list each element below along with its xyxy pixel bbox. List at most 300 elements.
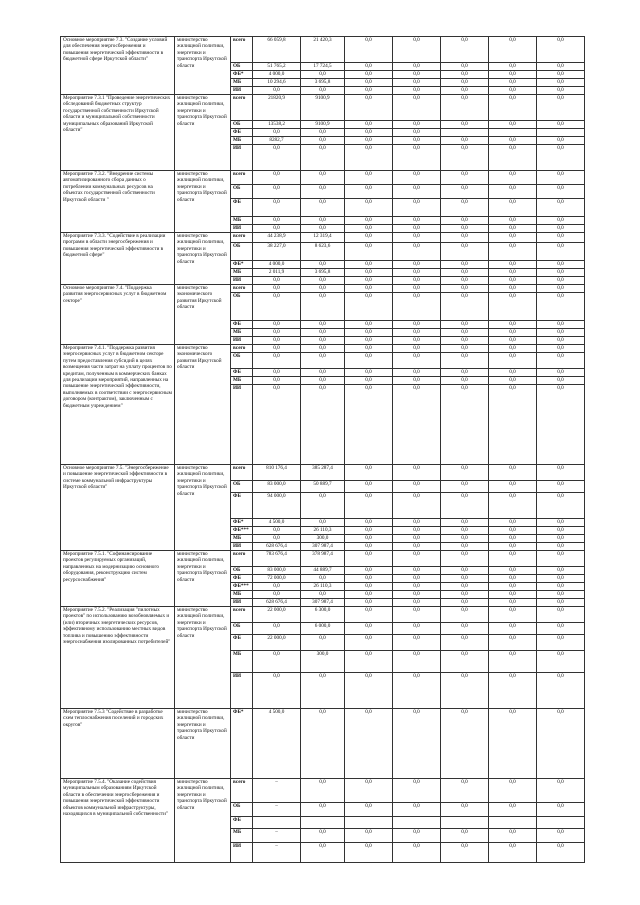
amount-cell: 0,0 — [301, 635, 345, 651]
amount-cell: 0,0 — [393, 353, 441, 369]
amount-cell: 0,0 — [345, 465, 393, 481]
amount-cell: 0,0 — [253, 185, 301, 199]
amount-cell: 8 623,6 — [301, 243, 345, 261]
amount-cell: 0,0 — [393, 843, 441, 863]
amount-cell: 0,0 — [489, 137, 537, 145]
funding-source: ОБ — [231, 353, 253, 369]
measure-description: Мероприятие 7.5.1. "Софинансирование проектов регулируемых организаций, направленных на модернизацию основного оборудования, реконструкцию систем ресурсоснабжения" — [61, 551, 175, 607]
amount-cell: 0,0 — [345, 329, 393, 337]
amount-cell: 300,0 — [301, 535, 345, 543]
amount-cell: 0,0 — [345, 623, 393, 635]
funding-source: ОБ — [231, 481, 253, 493]
amount-cell: 0,0 — [489, 591, 537, 599]
responsible-organization: министерство жилищной политики, энергетики и транспорта Иркутской области — [175, 95, 231, 171]
amount-cell: 0,0 — [345, 651, 393, 673]
amount-cell: 0,0 — [489, 269, 537, 277]
responsible-organization: министерство жилищной политики, энергетики и транспорта Иркутской области — [175, 779, 231, 863]
amount-cell: 0,0 — [489, 843, 537, 863]
amount-cell: 0,0 — [489, 385, 537, 465]
amount-cell: 0,0 — [345, 493, 393, 519]
amount-cell: 628 676,4 — [253, 599, 301, 607]
amount-cell: 0,0 — [489, 337, 537, 345]
amount-cell: 0,0 — [253, 321, 301, 329]
table-row — [61, 285, 585, 293]
table-row — [61, 551, 585, 567]
amount-cell: 0,0 — [345, 575, 393, 583]
amount-cell: 0,0 — [345, 519, 393, 527]
funding-source: ИИ — [231, 599, 253, 607]
funding-source: ОБ — [231, 803, 253, 817]
funding-source: ИИ — [231, 843, 253, 863]
amount-cell: 13538,2 — [253, 121, 301, 129]
funding-source: ИИ — [231, 673, 253, 709]
amount-cell: 0,0 — [489, 171, 537, 185]
amount-cell: 4 000,0 — [253, 261, 301, 269]
amount-cell: 0,0 — [345, 63, 393, 71]
amount-cell: 0,0 — [489, 493, 537, 519]
funding-source: ФБ — [231, 493, 253, 519]
amount-cell: 0,0 — [253, 377, 301, 385]
amount-cell: 385 287,4 — [301, 465, 345, 481]
amount-cell: 0,0 — [441, 651, 489, 673]
funding-source: ОБ — [231, 121, 253, 129]
amount-cell: 0,0 — [441, 95, 489, 121]
amount-cell: 0,0 — [345, 803, 393, 817]
amount-cell: 0,0 — [345, 377, 393, 385]
measure-description: Мероприятие 7.5.3 "Содействие в разработке схем теплоснабжения поселений и городских округов" — [61, 709, 175, 779]
amount-cell: 0,0 — [393, 285, 441, 293]
amount-cell: 0,0 — [537, 243, 585, 261]
amount-cell: 307 987,4 — [301, 599, 345, 607]
funding-source: МБ — [231, 651, 253, 673]
amount-cell — [441, 129, 489, 137]
amount-cell: 0,0 — [537, 709, 585, 779]
amount-cell: 0,0 — [489, 635, 537, 651]
amount-cell: 0,0 — [345, 599, 393, 607]
amount-cell: 0,0 — [345, 121, 393, 129]
amount-cell: 0,0 — [537, 137, 585, 145]
funding-source: всего — [231, 95, 253, 121]
amount-cell: 0,0 — [393, 95, 441, 121]
amount-cell: 83 000,0 — [253, 567, 301, 575]
funding-source: МБ — [231, 377, 253, 385]
funding-source: ФБ — [231, 199, 253, 217]
amount-cell: 0,0 — [301, 709, 345, 779]
amount-cell: 0,0 — [441, 543, 489, 551]
amount-cell: 0,0 — [537, 591, 585, 599]
amount-cell: 0,0 — [441, 493, 489, 519]
amount-cell: 0,0 — [537, 803, 585, 817]
amount-cell: 50 889,7 — [301, 481, 345, 493]
amount-cell: 0,0 — [441, 673, 489, 709]
amount-cell: 0,0 — [253, 345, 301, 353]
table-row — [61, 709, 585, 779]
amount-cell: 0,0 — [301, 843, 345, 863]
amount-cell: 0,0 — [301, 217, 345, 225]
responsible-organization: министерство жилищной политики, энергетики и транспорта Иркутской области — [175, 551, 231, 607]
amount-cell: 0,0 — [301, 377, 345, 385]
amount-cell: 0,0 — [345, 71, 393, 79]
amount-cell: 0,0 — [489, 217, 537, 225]
amount-cell: 0,0 — [301, 493, 345, 519]
amount-cell: 0,0 — [301, 803, 345, 817]
amount-cell: 0,0 — [441, 285, 489, 293]
amount-cell: 0,0 — [489, 37, 537, 63]
table-row — [61, 95, 585, 121]
amount-cell: 0,0 — [345, 129, 393, 137]
amount-cell: 0,0 — [345, 337, 393, 345]
amount-cell: 0,0 — [393, 321, 441, 329]
amount-cell: 3 695,8 — [301, 269, 345, 277]
amount-cell: 0,0 — [489, 673, 537, 709]
amount-cell: 0,0 — [441, 121, 489, 129]
amount-cell: 0,0 — [537, 199, 585, 217]
amount-cell: 0,0 — [537, 651, 585, 673]
funding-source: ФБ*** — [231, 527, 253, 535]
amount-cell: 0,0 — [345, 535, 393, 543]
amount-cell: 0,0 — [489, 829, 537, 843]
measure-description: Основное мероприятие 7.4. "Поддержка развития энергосервисных услуг в бюджетном секторе" — [61, 285, 175, 345]
amount-cell: 0,0 — [301, 285, 345, 293]
amount-cell: 0,0 — [441, 329, 489, 337]
amount-cell: 0,0 — [489, 71, 537, 79]
amount-cell: 0,0 — [253, 353, 301, 369]
amount-cell: 0,0 — [489, 329, 537, 337]
amount-cell: 0,0 — [345, 527, 393, 535]
amount-cell: 0,0 — [253, 277, 301, 285]
amount-cell: 0,0 — [489, 651, 537, 673]
amount-cell: 0,0 — [393, 527, 441, 535]
amount-cell: 0,0 — [441, 233, 489, 243]
amount-cell: 0,0 — [489, 535, 537, 543]
amount-cell: 0,0 — [345, 369, 393, 377]
amount-cell: 6 000,0 — [301, 623, 345, 635]
amount-cell — [537, 129, 585, 137]
amount-cell: 0,0 — [489, 803, 537, 817]
funding-source: ИИ — [231, 543, 253, 551]
amount-cell: 0,0 — [345, 79, 393, 87]
amount-cell: 0,0 — [393, 829, 441, 843]
amount-cell: 44 889,7 — [301, 567, 345, 575]
amount-cell: 0,0 — [537, 779, 585, 803]
amount-cell: 0,0 — [345, 829, 393, 843]
amount-cell: 0,0 — [393, 543, 441, 551]
amount-cell: 0,0 — [441, 535, 489, 543]
amount-cell: 2 011,9 — [253, 269, 301, 277]
measure-description: Основное мероприятие 7.5. "Энергосбережение и повышение энергетической эффективности в системе коммунальной инфраструктуры Иркутской области" — [61, 465, 175, 551]
amount-cell: 94 000,0 — [253, 493, 301, 519]
amount-cell: 0,0 — [537, 673, 585, 709]
amount-cell: 0,0 — [537, 121, 585, 129]
funding-source: ФБ* — [231, 71, 253, 79]
amount-cell: 0,0 — [253, 293, 301, 321]
amount-cell: 0,0 — [489, 199, 537, 217]
amount-cell: 0,0 — [301, 829, 345, 843]
funding-table — [60, 36, 585, 863]
funding-source: ИИ — [231, 145, 253, 171]
amount-cell: 0,0 — [489, 369, 537, 377]
funding-source: всего — [231, 37, 253, 63]
funding-source: ФБ*** — [231, 583, 253, 591]
amount-cell: 0,0 — [393, 651, 441, 673]
amount-cell: 0,0 — [489, 185, 537, 199]
amount-cell: 0,0 — [393, 551, 441, 567]
amount-cell: 0,0 — [301, 261, 345, 269]
amount-cell: 0,0 — [253, 285, 301, 293]
amount-cell: 0,0 — [253, 527, 301, 535]
amount-cell: 38 227,0 — [253, 243, 301, 261]
amount-cell — [301, 817, 345, 829]
amount-cell: 0,0 — [345, 261, 393, 269]
amount-cell: 0,0 — [489, 285, 537, 293]
amount-cell: 0,0 — [441, 551, 489, 567]
amount-cell: 0,0 — [441, 63, 489, 71]
measure-description: Мероприятие 7.4.1. "Поддержка развития энергосервисных услуг в бюджетном секторе путем предоставления субсидий в целях возмещения части затрат на уплату процентов по кредитам, полученным в коммерческих банках для реализации мероприятий, направленных на повышение энергетической эффективности, выполняемых в соответствии с энергосервисным договором (контрактом), заключенным с бюджетным учреждением" — [61, 345, 175, 465]
amount-cell — [537, 817, 585, 829]
amount-cell: 0,0 — [345, 345, 393, 353]
amount-cell: 4 500,0 — [253, 519, 301, 527]
funding-source: всего — [231, 551, 253, 567]
amount-cell: 0,0 — [489, 79, 537, 87]
amount-cell: 0,0 — [393, 137, 441, 145]
funding-source: ОБ — [231, 567, 253, 575]
amount-cell: 0,0 — [537, 185, 585, 199]
amount-cell: 0,0 — [301, 129, 345, 137]
amount-cell: 0,0 — [441, 599, 489, 607]
amount-cell: 0,0 — [537, 321, 585, 329]
amount-cell: 0,0 — [393, 261, 441, 269]
amount-cell: 0,0 — [537, 481, 585, 493]
amount-cell: 0,0 — [393, 575, 441, 583]
amount-cell: 17 724,5 — [301, 63, 345, 71]
amount-cell: 0,0 — [489, 353, 537, 369]
amount-cell: 0,0 — [393, 535, 441, 543]
amount-cell: 0,0 — [537, 95, 585, 121]
amount-cell: 0,0 — [345, 709, 393, 779]
amount-cell: 0,0 — [301, 369, 345, 377]
amount-cell: 0,0 — [393, 71, 441, 79]
amount-cell: 0,0 — [393, 293, 441, 321]
amount-cell: 0,0 — [345, 543, 393, 551]
amount-cell: 0,0 — [489, 481, 537, 493]
amount-cell: 0,0 — [537, 567, 585, 575]
amount-cell: 72 000,0 — [253, 575, 301, 583]
amount-cell: 0,0 — [441, 269, 489, 277]
amount-cell: 0,0 — [345, 225, 393, 233]
amount-cell: 0,0 — [537, 829, 585, 843]
funding-source: МБ — [231, 217, 253, 225]
amount-cell: 628 676,4 — [253, 543, 301, 551]
amount-cell: 0,0 — [537, 261, 585, 269]
amount-cell: 0,0 — [393, 217, 441, 225]
amount-cell — [441, 817, 489, 829]
amount-cell: 0,0 — [393, 599, 441, 607]
amount-cell: 0,0 — [301, 673, 345, 709]
amount-cell: 0,0 — [345, 583, 393, 591]
amount-cell: 0,0 — [537, 171, 585, 185]
amount-cell: 66 059,8 — [253, 37, 301, 63]
amount-cell: 0,0 — [537, 551, 585, 567]
amount-cell: 0,0 — [253, 217, 301, 225]
funding-source: ФБ* — [231, 709, 253, 779]
amount-cell: – — [253, 803, 301, 817]
amount-cell: 0,0 — [441, 829, 489, 843]
amount-cell: 0,0 — [393, 129, 441, 137]
responsible-organization: министерство жилищной политики, энергетики и транспорта Иркутской области — [175, 37, 231, 95]
amount-cell: 44 238,9 — [253, 233, 301, 243]
amount-cell: 6 300,0 — [301, 607, 345, 623]
amount-cell: 810 176,4 — [253, 465, 301, 481]
amount-cell: 0,0 — [393, 233, 441, 243]
amount-cell: 0,0 — [393, 803, 441, 817]
amount-cell: – — [253, 779, 301, 803]
amount-cell: 0,0 — [441, 243, 489, 261]
amount-cell: 0,0 — [393, 199, 441, 217]
amount-cell: 0,0 — [441, 217, 489, 225]
measure-description: Мероприятие 7.5.4. "Оказание содействия муниципальным образованиям Иркутской области в обеспечении энергосбережения и повышения энергетической эффективности объектов коммунальной инфраструктуры, находящихся в муниципальной собственности" — [61, 779, 175, 863]
amount-cell: 0,0 — [441, 353, 489, 369]
amount-cell: 0,0 — [393, 37, 441, 63]
amount-cell: 0,0 — [537, 465, 585, 481]
funding-source: МБ — [231, 79, 253, 87]
amount-cell: 0,0 — [489, 779, 537, 803]
responsible-organization: министерство жилищной политики, энергетики и транспорта Иркутской области — [175, 709, 231, 779]
amount-cell: 0,0 — [441, 345, 489, 353]
amount-cell: 0,0 — [253, 87, 301, 95]
amount-cell: 0,0 — [393, 607, 441, 623]
amount-cell: 0,0 — [537, 37, 585, 63]
amount-cell: 0,0 — [537, 233, 585, 243]
amount-cell: 0,0 — [345, 145, 393, 171]
amount-cell: 0,0 — [537, 79, 585, 87]
funding-source: ФБ — [231, 575, 253, 583]
amount-cell: 0,0 — [537, 575, 585, 583]
amount-cell — [345, 817, 393, 829]
amount-cell: 0,0 — [489, 293, 537, 321]
amount-cell: 0,0 — [441, 369, 489, 377]
amount-cell: 0,0 — [537, 599, 585, 607]
amount-cell: 0,0 — [345, 321, 393, 329]
responsible-organization: министерство экономического развития Иркутской области — [175, 345, 231, 465]
amount-cell: 0,0 — [345, 843, 393, 863]
amount-cell: 0,0 — [345, 385, 393, 465]
amount-cell: 0,0 — [489, 465, 537, 481]
amount-cell: 0,0 — [441, 385, 489, 465]
amount-cell: 0,0 — [489, 145, 537, 171]
amount-cell: 0,0 — [253, 673, 301, 709]
amount-cell: 0,0 — [489, 233, 537, 243]
amount-cell: 0,0 — [489, 345, 537, 353]
amount-cell: 0,0 — [489, 543, 537, 551]
funding-source: всего — [231, 465, 253, 481]
amount-cell: 0,0 — [301, 171, 345, 185]
amount-cell: 21 420,3 — [301, 37, 345, 63]
table-row — [61, 779, 585, 803]
amount-cell: 0,0 — [441, 79, 489, 87]
funding-source: всего — [231, 233, 253, 243]
amount-cell: 0,0 — [393, 591, 441, 599]
amount-cell: 0,0 — [345, 185, 393, 199]
amount-cell: 0,0 — [537, 353, 585, 369]
funding-source: всего — [231, 171, 253, 185]
amount-cell: 0,0 — [393, 567, 441, 575]
amount-cell: 0,0 — [253, 225, 301, 233]
amount-cell: 0,0 — [393, 493, 441, 519]
amount-cell: 0,0 — [345, 137, 393, 145]
amount-cell: 0,0 — [393, 377, 441, 385]
amount-cell: 0,0 — [393, 623, 441, 635]
responsible-organization: министерство жилищной политики, энергетики и транспорта Иркутской области — [175, 607, 231, 709]
amount-cell: 0,0 — [489, 583, 537, 591]
amount-cell: 0,0 — [537, 217, 585, 225]
amount-cell: 0,0 — [441, 277, 489, 285]
amount-cell: 0,0 — [301, 345, 345, 353]
amount-cell: 0,0 — [441, 591, 489, 599]
amount-cell: 0,0 — [537, 285, 585, 293]
amount-cell: 83 000,0 — [253, 481, 301, 493]
amount-cell: 0,0 — [393, 185, 441, 199]
funding-source: всего — [231, 607, 253, 623]
amount-cell: 0,0 — [345, 269, 393, 277]
amount-cell: 0,0 — [393, 171, 441, 185]
amount-cell: 0,0 — [345, 673, 393, 709]
amount-cell: 0,0 — [441, 71, 489, 79]
funding-source: МБ — [231, 137, 253, 145]
amount-cell: 4 000,0 — [253, 71, 301, 79]
amount-cell: 0,0 — [537, 277, 585, 285]
funding-source: ИИ — [231, 87, 253, 95]
amount-cell: 0,0 — [253, 329, 301, 337]
amount-cell: 0,0 — [393, 709, 441, 779]
funding-source: ИИ — [231, 385, 253, 465]
amount-cell: 0,0 — [441, 527, 489, 535]
amount-cell — [393, 817, 441, 829]
amount-cell: 0,0 — [537, 225, 585, 233]
amount-cell: 0,0 — [441, 171, 489, 185]
amount-cell: 0,0 — [301, 353, 345, 369]
funding-source: ОБ — [231, 185, 253, 199]
amount-cell: 0,0 — [537, 71, 585, 79]
funding-source: МБ — [231, 269, 253, 277]
amount-cell: 0,0 — [301, 185, 345, 199]
amount-cell: 0,0 — [537, 535, 585, 543]
amount-cell: 0,0 — [393, 369, 441, 377]
amount-cell: 0,0 — [441, 185, 489, 199]
amount-cell: 0,0 — [441, 575, 489, 583]
amount-cell: 0,0 — [537, 337, 585, 345]
amount-cell: 0,0 — [393, 519, 441, 527]
funding-source: ФБ — [231, 129, 253, 137]
responsible-organization: министерство жилищной политики, энергетики и транспорта Иркутской области — [175, 171, 231, 233]
amount-cell: 0,0 — [441, 87, 489, 95]
amount-cell: 0,0 — [393, 329, 441, 337]
amount-cell: 10 294,6 — [253, 79, 301, 87]
amount-cell: 22 000,0 — [253, 607, 301, 623]
amount-cell: 0,0 — [393, 225, 441, 233]
amount-cell: 0,0 — [301, 321, 345, 329]
amount-cell: 0,0 — [441, 261, 489, 269]
amount-cell: 0,0 — [537, 527, 585, 535]
amount-cell: 0,0 — [393, 345, 441, 353]
funding-source: ФБ* — [231, 519, 253, 527]
amount-cell: 0,0 — [489, 261, 537, 269]
amount-cell: 0,0 — [301, 225, 345, 233]
amount-cell: 0,0 — [301, 137, 345, 145]
amount-cell: 0,0 — [393, 635, 441, 651]
amount-cell: 0,0 — [489, 121, 537, 129]
funding-source: всего — [231, 345, 253, 353]
amount-cell: 0,0 — [345, 243, 393, 261]
